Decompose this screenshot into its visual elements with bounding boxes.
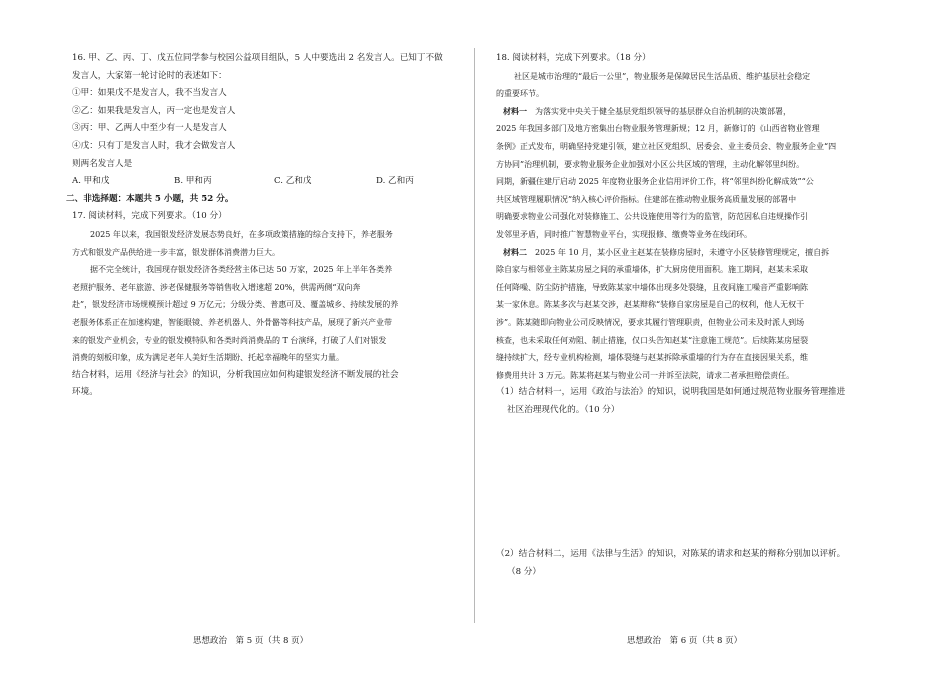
q17-heading: 17. 阅读材料，完成下列要求。（10 分） — [72, 211, 227, 222]
material-1-line2: 2025 年我国多部门及地方密集出台物业服务管理新规；12 月，新修订的《山西省物业管理 — [496, 124, 820, 134]
material-2-line1 — [496, 244, 876, 262]
q18-sub1-line2: 社区治理现代化的。（10 分） — [507, 404, 620, 415]
q17-para2-line4: 老服务体系正在加速构建，智能眼镜、养老机器人、外骨骼等科技产品，展现了新兴产业带 — [72, 317, 392, 327]
q16-options — [72, 173, 462, 191]
q16-statement-2: ②乙：如果我是发言人，丙一定也是发言人 — [72, 105, 236, 116]
q17-para2-line3: 赴”，银发经济市场规模预计超过 9 万亿元；分级分类、普惠可及、覆盖城乡、持续发展的养 — [72, 300, 399, 310]
q18-sub2-line1: （2）结合材料二，运用《法律与生活》的知识，对陈某的请求和赵某的辩称分别加以评析。 — [496, 549, 846, 560]
material-2-line4: 某一家休息。陈某多次与赵某交涉，赵某辩称“装修自家房屋是自己的权利，他人无权干 — [496, 300, 805, 310]
material-1-line1 — [496, 103, 876, 121]
right-column — [496, 50, 876, 582]
q16-stem-line2: 发言人，大家第一轮讨论时的表述如下： — [72, 70, 227, 81]
q18-sub2-line2: （8 分） — [507, 567, 541, 578]
q16-statement-4: ④戊：只有丁是发言人时，我才会做发言人 — [72, 140, 236, 151]
material-2-label: 材料二 — [503, 246, 527, 257]
material-1-line4: 方协同”治理机制，要求物业服务企业加强对小区公共区域的管理，主动化解邻里纠纷。 — [496, 159, 805, 169]
material-1-line5: 同期，新疆住建厅启动 2025 年度物业服务企业信用评价工作，将“邻里纠纷化解成效”“公 — [496, 177, 814, 187]
material-1-text: 为落实党中央关于健全基层党组织领导的基层群众自治机制的决策部署， — [527, 106, 791, 116]
page-footer-6: 思想政治 第 6 页（共 8 页） — [627, 636, 743, 646]
option-b[interactable]: B. 甲和丙 — [174, 176, 212, 187]
section-2-heading: 二、非选择题：本题共 5 小题，共 52 分。 — [66, 193, 234, 204]
page-footer-5: 思想政治 第 5 页（共 8 页） — [193, 636, 309, 646]
material-2-line6: 核查，也未采取任何劝阻、制止措施，仅口头告知赵某“注意施工规范”。后续陈某房屋裂 — [496, 335, 809, 345]
q16-stem-line1: 16. 甲、乙、丙、丁、戊五位同学参与校园公益项目组队，5 人中要选出 2 名发言人。已知丁不做 — [72, 53, 443, 63]
material-2-line5: 涉”。陈某随即向物业公司反映情况，要求其履行管理职责，但物业公司未及时派人到场 — [496, 317, 805, 327]
q17-para2-line2: 老照护服务、老年旅游、涉老保健服务等销售收入增速超 20%，供需两侧“双向奔 — [72, 282, 361, 292]
q17-para1-line2: 方式和银发产品供给进一步丰富，银发群体消费潜力巨大。 — [72, 247, 280, 257]
answer-space-1[interactable] — [496, 419, 876, 546]
right-page — [476, 0, 950, 688]
q17-ask-line1: 结合材料，运用《经济与社会》的知识，分析我国应如何构建银发经济不断发展的社会 — [72, 369, 399, 380]
material-2-line3: 任何降噪、防尘防护措施，导致陈某家中墙体出现多处裂缝，且夜间施工噪音严重影响陈 — [496, 282, 808, 292]
left-column — [66, 50, 462, 402]
material-2-line7: 缝持续扩大，经专业机构检测，墙体裂缝与赵某拆除承重墙的行为存在直接因果关系，维 — [496, 353, 808, 363]
option-a[interactable]: A. 甲和戊 — [72, 176, 110, 187]
q18-intro-line2: 的重要环节。 — [496, 89, 544, 99]
q17-ask-line2: 环境。 — [72, 387, 98, 398]
material-2-line8: 修费用共计 3 万元。陈某将赵某与物业公司一并诉至法院，请求二者承担赔偿责任。 — [496, 370, 795, 380]
material-2-line2: 除自家与相邻业主陈某房屋之间的承重墙体，扩大厨房使用面积。施工期间，赵某未采取 — [496, 265, 808, 275]
material-2-text: 2025 年 10 月，某小区业主赵某在装修房屋时，未遵守小区装修管理规定，擅自拆 — [527, 247, 830, 257]
material-1-line8: 发邻里矛盾，同时推广智慧物业平台，实现报修、缴费等业务在线闭环。 — [496, 229, 752, 239]
material-1-line7: 明确要求物业公司强化对装修施工、公共设施使用等行为的监管，防范因私自违规操作引 — [496, 212, 808, 222]
option-d[interactable]: D. 乙和丙 — [376, 176, 414, 187]
q16-statement-3: ③丙：甲、乙两人中至少有一人是发言人 — [72, 123, 227, 134]
material-1-line6: 共区域管理履职情况”纳入核心评价指标。住建部在推动物业服务高质量发展的部署中 — [496, 194, 797, 204]
q16-ask: 则两名发言人是 — [72, 158, 133, 169]
material-1-label: 材料一 — [503, 105, 527, 116]
q17-para2-line5: 来的银发产业机会，专业的银发模特队和各类时尚消费品的 T 台演绎，打破了人们对银发 — [72, 335, 387, 345]
page-divider — [474, 48, 475, 623]
q17-para2-line6: 消费的刻板印象，成为满足老年人美好生活期盼、托起幸福晚年的坚实力量。 — [72, 353, 344, 363]
q17-para1-line1: 2025 年以来，我国银发经济发展态势良好，在多项政策措施的综合支持下，养老服务 — [90, 229, 393, 239]
q18-sub1-line1: （1）结合材料一，运用《政治与法治》的知识，说明我国是如何通过规范物业服务管理推进 — [496, 387, 846, 398]
q17-para2-line1: 据不完全统计，我国现存银发经济各类经营主体已达 50 万家，2025 年上半年各类养 — [90, 265, 393, 275]
q18-intro-line1: 社区是城市治理的“最后一公里”，物业服务是保障居民生活品质、维护基层社会稳定 — [514, 71, 811, 81]
q18-heading: 18. 阅读材料，完成下列要求。（18 分） — [496, 53, 651, 63]
q16-statement-1: ①甲：如果戊不是发言人，我不当发言人 — [72, 88, 227, 99]
material-1-line3: 条例》正式发布，明确坚持党建引领，建立社区党组织、居委会、业主委员会、物业服务企业“四 — [496, 141, 837, 151]
option-c[interactable]: C. 乙和戊 — [274, 176, 312, 187]
